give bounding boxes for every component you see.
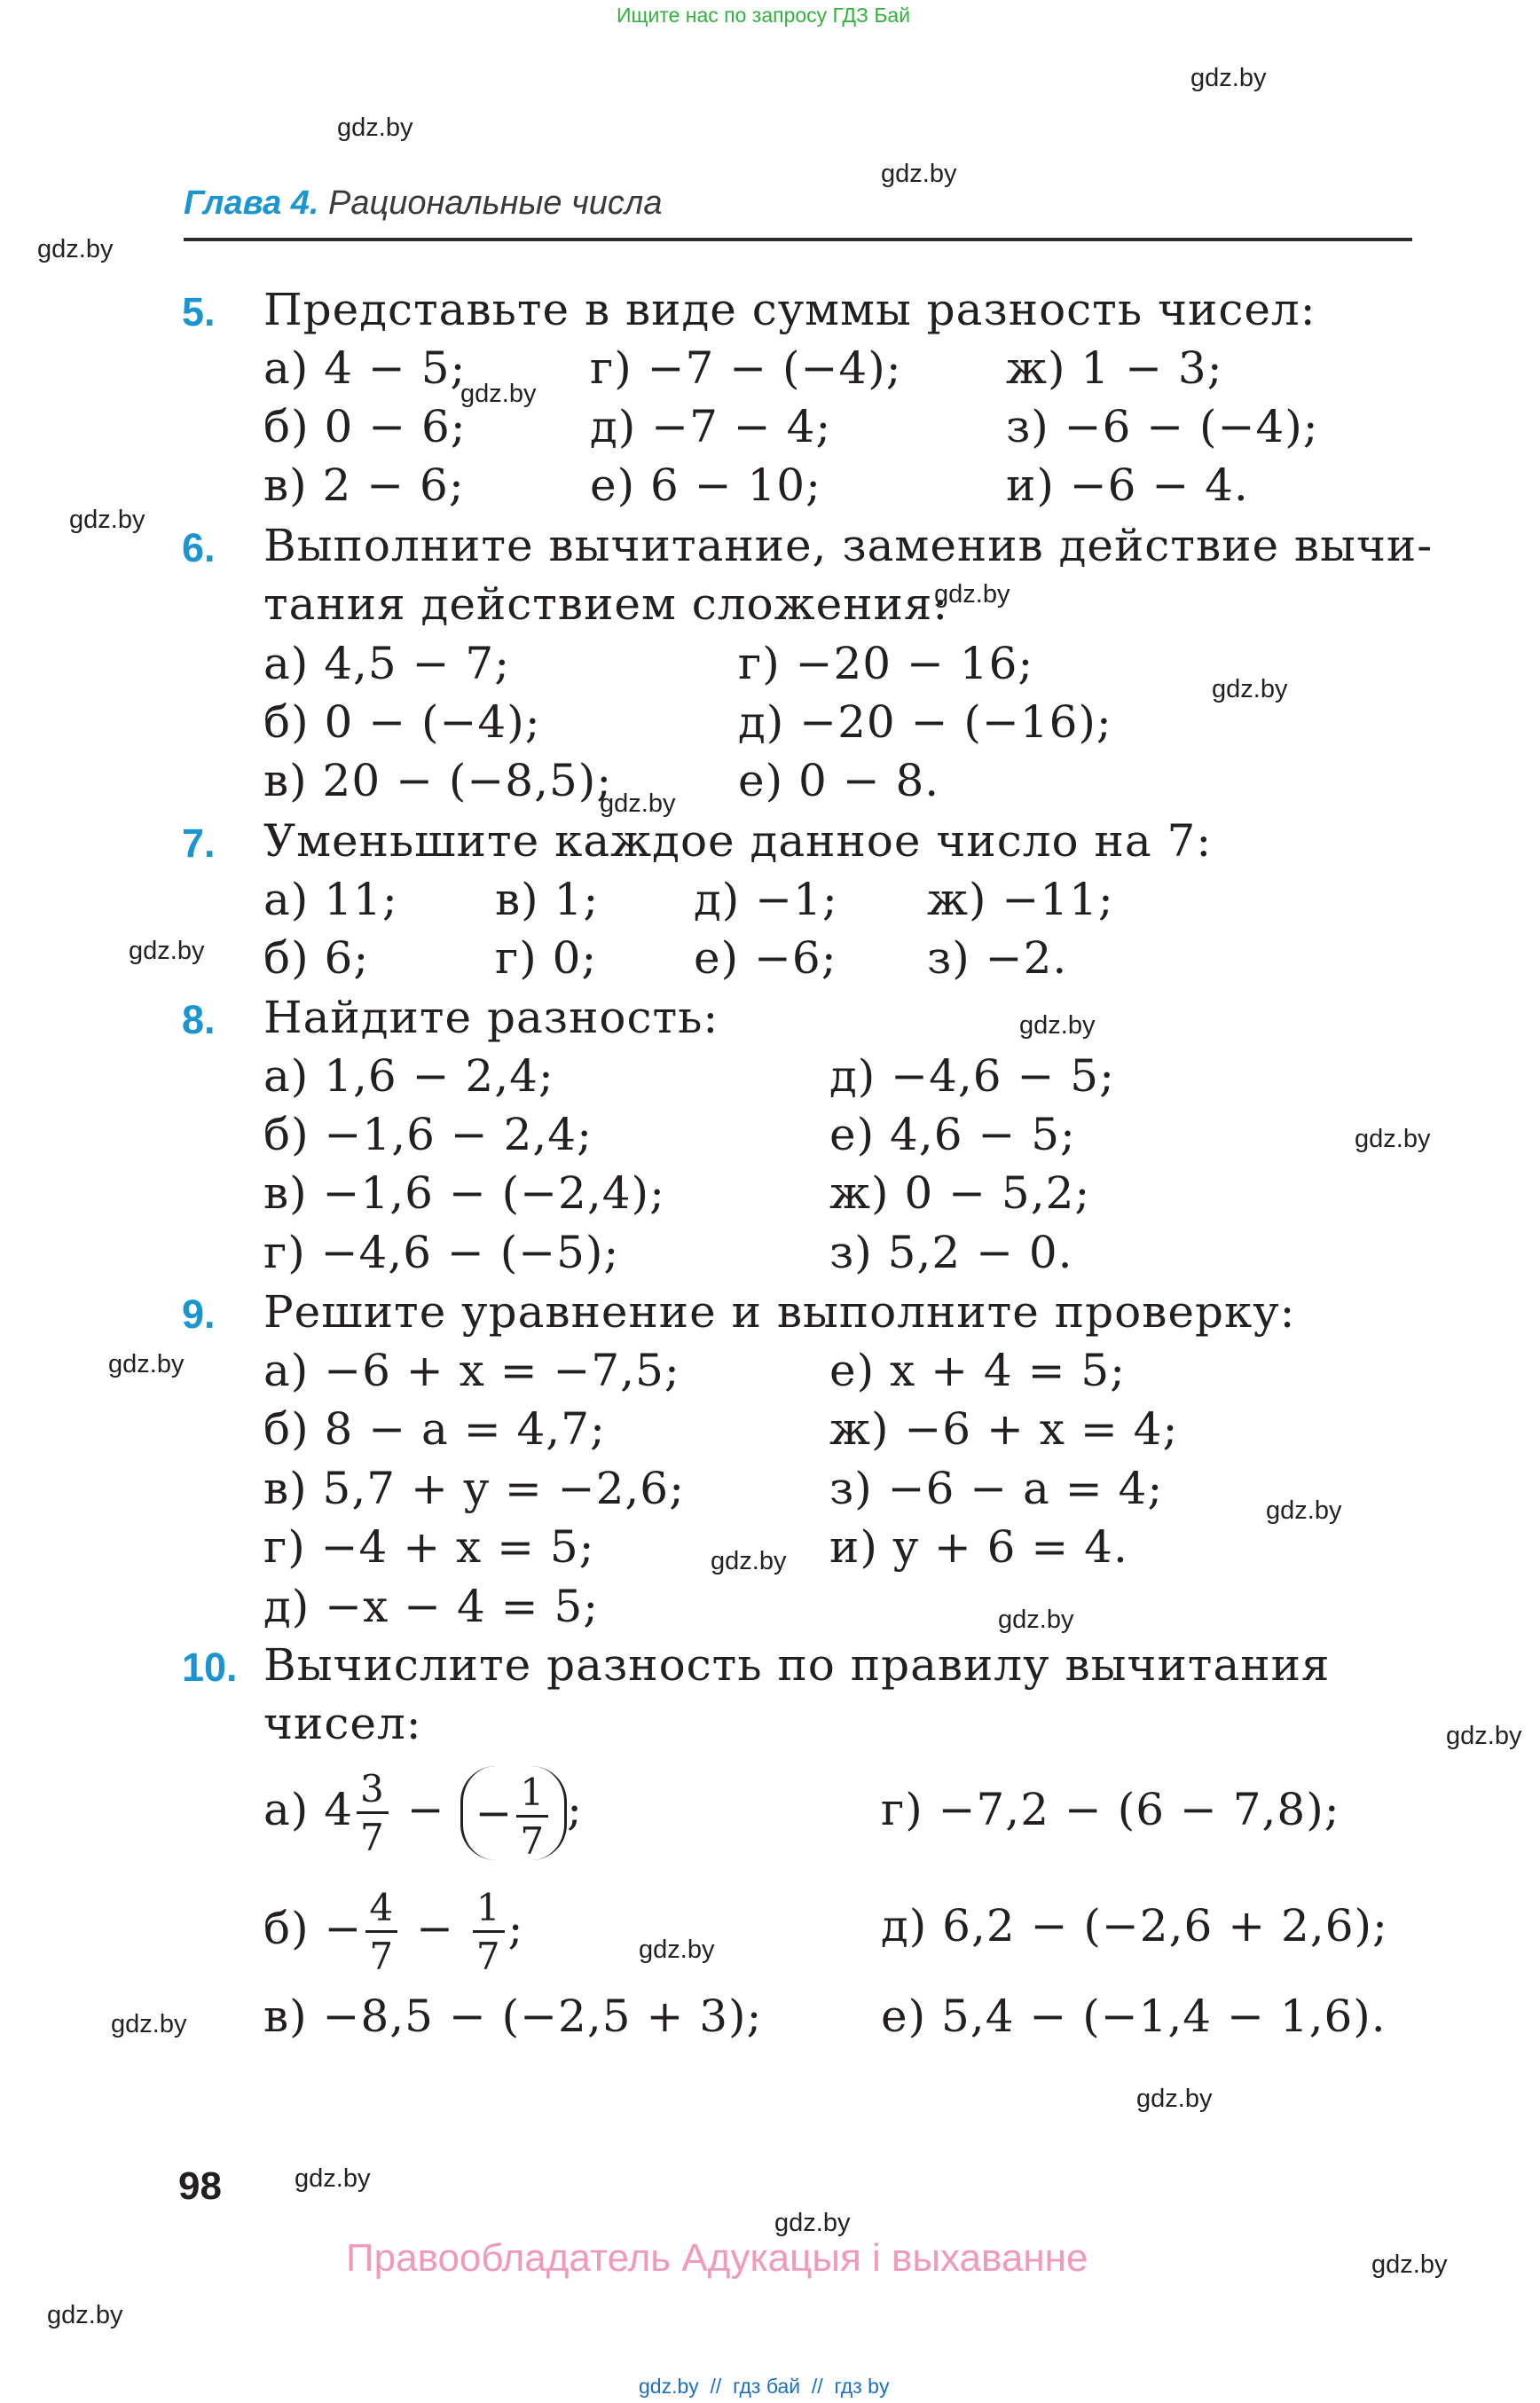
item: д) −1; xyxy=(694,874,838,925)
item: б) 0 − (−4); xyxy=(263,696,541,748)
item-end: ; xyxy=(567,1784,583,1835)
item: д) 6,2 − (−2,6 + 2,6); xyxy=(881,1900,1388,1951)
watermark: gdz.by xyxy=(600,789,676,818)
item: в) 2 − 6; xyxy=(263,459,465,511)
watermark: gdz.by xyxy=(639,1936,715,1964)
item-a-mixed-fraction xyxy=(263,1756,583,1863)
item: г) −7,2 − (6 − 7,8); xyxy=(881,1784,1340,1835)
exercise-text: тания действием сложения: xyxy=(263,578,949,630)
numerator: 3 xyxy=(357,1771,389,1814)
item: ж) −11; xyxy=(927,874,1114,925)
numerator: 1 xyxy=(516,1774,548,1818)
fraction xyxy=(516,1770,548,1863)
watermark: gdz.by xyxy=(111,2010,187,2038)
watermark: gdz.by xyxy=(1136,2085,1213,2113)
numerator: 1 xyxy=(473,1889,505,1933)
denominator: 7 xyxy=(360,1815,385,1859)
watermark: gdz.by xyxy=(1190,64,1267,92)
watermark: gdz.by xyxy=(998,1606,1074,1634)
exercise-number: 7. xyxy=(182,821,216,866)
watermark: gdz.by xyxy=(711,1547,787,1575)
denominator: 7 xyxy=(369,1934,395,1978)
item: ж) 0 − 5,2; xyxy=(829,1167,1091,1219)
item: в) −1,6 − (−2,4); xyxy=(263,1167,665,1219)
item: ж) 1 − 3; xyxy=(1006,342,1223,394)
watermark: gdz.by xyxy=(1355,1125,1431,1153)
page-number: 98 xyxy=(178,2164,222,2208)
minus-sign: − xyxy=(416,1903,454,1954)
item: е) x + 4 = 5; xyxy=(829,1345,1127,1396)
exercise-number: 10. xyxy=(182,1645,238,1690)
sign: − xyxy=(475,1787,514,1839)
item: г) −7 − (−4); xyxy=(590,342,902,394)
watermark: gdz.by xyxy=(934,580,1010,609)
footer-links[interactable]: gdz.by // гдз бай // гдз by xyxy=(639,2375,890,2398)
sign: − xyxy=(324,1903,363,1954)
header-rule xyxy=(184,238,1412,241)
denominator: 7 xyxy=(475,1934,501,1978)
item: а) 1,6 − 2,4; xyxy=(263,1050,554,1102)
chapter-title: Рациональные числа xyxy=(328,185,663,222)
top-search-hint[interactable]: Ищите нас по запросу ГДЗ Бай xyxy=(617,4,911,27)
item: а) 11; xyxy=(263,874,398,925)
exercise-text: Выполните вычитание, заменив действие вычи- xyxy=(263,520,1434,571)
exercise-number: 9. xyxy=(182,1292,216,1337)
item: г) −4 + x = 5; xyxy=(263,1521,595,1573)
exercise-text: Решите уравнение и выполните проверку: xyxy=(263,1286,1296,1338)
item: з) 5,2 − 0. xyxy=(829,1227,1073,1278)
item: е) 5,4 − (−1,4 − 1,6). xyxy=(881,1991,1387,2042)
watermark: gdz.by xyxy=(129,937,205,965)
item: г) 0; xyxy=(495,932,598,984)
watermark: gdz.by xyxy=(37,235,114,263)
item: и) −6 − 4. xyxy=(1006,459,1249,511)
denominator: 7 xyxy=(520,1818,546,1863)
watermark: gdz.by xyxy=(774,2209,851,2237)
fraction xyxy=(473,1885,505,1978)
item: б) 0 − 6; xyxy=(263,401,467,452)
parenthesized-fraction xyxy=(460,1766,568,1863)
watermark: gdz.by xyxy=(47,2301,123,2329)
item: д) −x − 4 = 5; xyxy=(263,1581,600,1632)
fraction xyxy=(357,1766,389,1859)
item: д) −4,6 − 5; xyxy=(829,1050,1115,1102)
item: в) 1; xyxy=(495,874,600,925)
exercise-text: Уменьшите каждое данное число на 7: xyxy=(263,815,1213,867)
exercise-text: Найдите разность: xyxy=(263,992,719,1043)
item: и) y + 6 = 4. xyxy=(829,1521,1128,1573)
item: з) −2. xyxy=(927,932,1068,984)
item: д) −20 − (−16); xyxy=(738,696,1112,748)
watermark: gdz.by xyxy=(337,114,413,142)
exercise-number: 6. xyxy=(182,525,216,570)
item-label: а) xyxy=(263,1784,310,1835)
watermark: gdz.by xyxy=(108,1350,185,1378)
item: ж) −6 + x = 4; xyxy=(829,1403,1179,1455)
watermark: gdz.by xyxy=(460,380,537,408)
item: е) 0 − 8. xyxy=(738,755,940,806)
item: е) 6 − 10; xyxy=(590,459,821,511)
watermark: gdz.by xyxy=(1446,1722,1522,1750)
exercise-text: Представьте в виде суммы разность чисел: xyxy=(263,284,1316,335)
item: б) 6; xyxy=(263,932,370,984)
numerator: 4 xyxy=(365,1889,397,1933)
item: з) −6 − (−4); xyxy=(1006,401,1319,452)
item: в) 5,7 + y = −2,6; xyxy=(263,1463,685,1514)
item: е) 4,6 − 5; xyxy=(829,1109,1076,1160)
watermark: gdz.by xyxy=(881,160,957,188)
copyright-notice: Правообладатель Адукацыя і выхаванне xyxy=(346,2236,1088,2280)
item: д) −7 − 4; xyxy=(590,401,832,452)
exercise-number: 5. xyxy=(182,289,216,334)
watermark: gdz.by xyxy=(1266,1496,1342,1525)
watermark: gdz.by xyxy=(69,506,145,534)
item: а) 4 − 5; xyxy=(263,342,467,394)
exercise-text: чисел: xyxy=(263,1698,422,1749)
watermark: gdz.by xyxy=(1019,1011,1096,1040)
item: в) 20 − (−8,5); xyxy=(263,755,613,806)
item: в) −8,5 − (−2,5 + 3); xyxy=(263,1991,763,2042)
item: б) −1,6 − 2,4; xyxy=(263,1109,593,1160)
chapter-label: Глава 4. xyxy=(184,185,319,222)
item: а) 4,5 − 7; xyxy=(263,638,511,689)
watermark: gdz.by xyxy=(1371,2250,1448,2279)
watermark: gdz.by xyxy=(295,2164,371,2193)
whole-part: 4 xyxy=(324,1784,354,1835)
item-b-fractions xyxy=(263,1875,523,1982)
item-label: б) xyxy=(263,1903,310,1954)
item-end: ; xyxy=(507,1903,524,1954)
item: з) −6 − a = 4; xyxy=(829,1463,1164,1514)
item: а) −6 + x = −7,5; xyxy=(263,1345,680,1396)
watermark: gdz.by xyxy=(1212,675,1288,703)
item: е) −6; xyxy=(694,932,837,984)
item: г) −4,6 − (−5); xyxy=(263,1227,620,1278)
exercise-number: 8. xyxy=(182,997,216,1042)
minus-sign: − xyxy=(406,1784,445,1835)
item: г) −20 − 16; xyxy=(738,638,1034,689)
exercise-text: Вычислите разность по правилу вычитания xyxy=(263,1639,1331,1691)
fraction xyxy=(365,1885,397,1978)
chapter-header xyxy=(184,185,662,223)
item: б) 8 − a = 4,7; xyxy=(263,1403,606,1455)
